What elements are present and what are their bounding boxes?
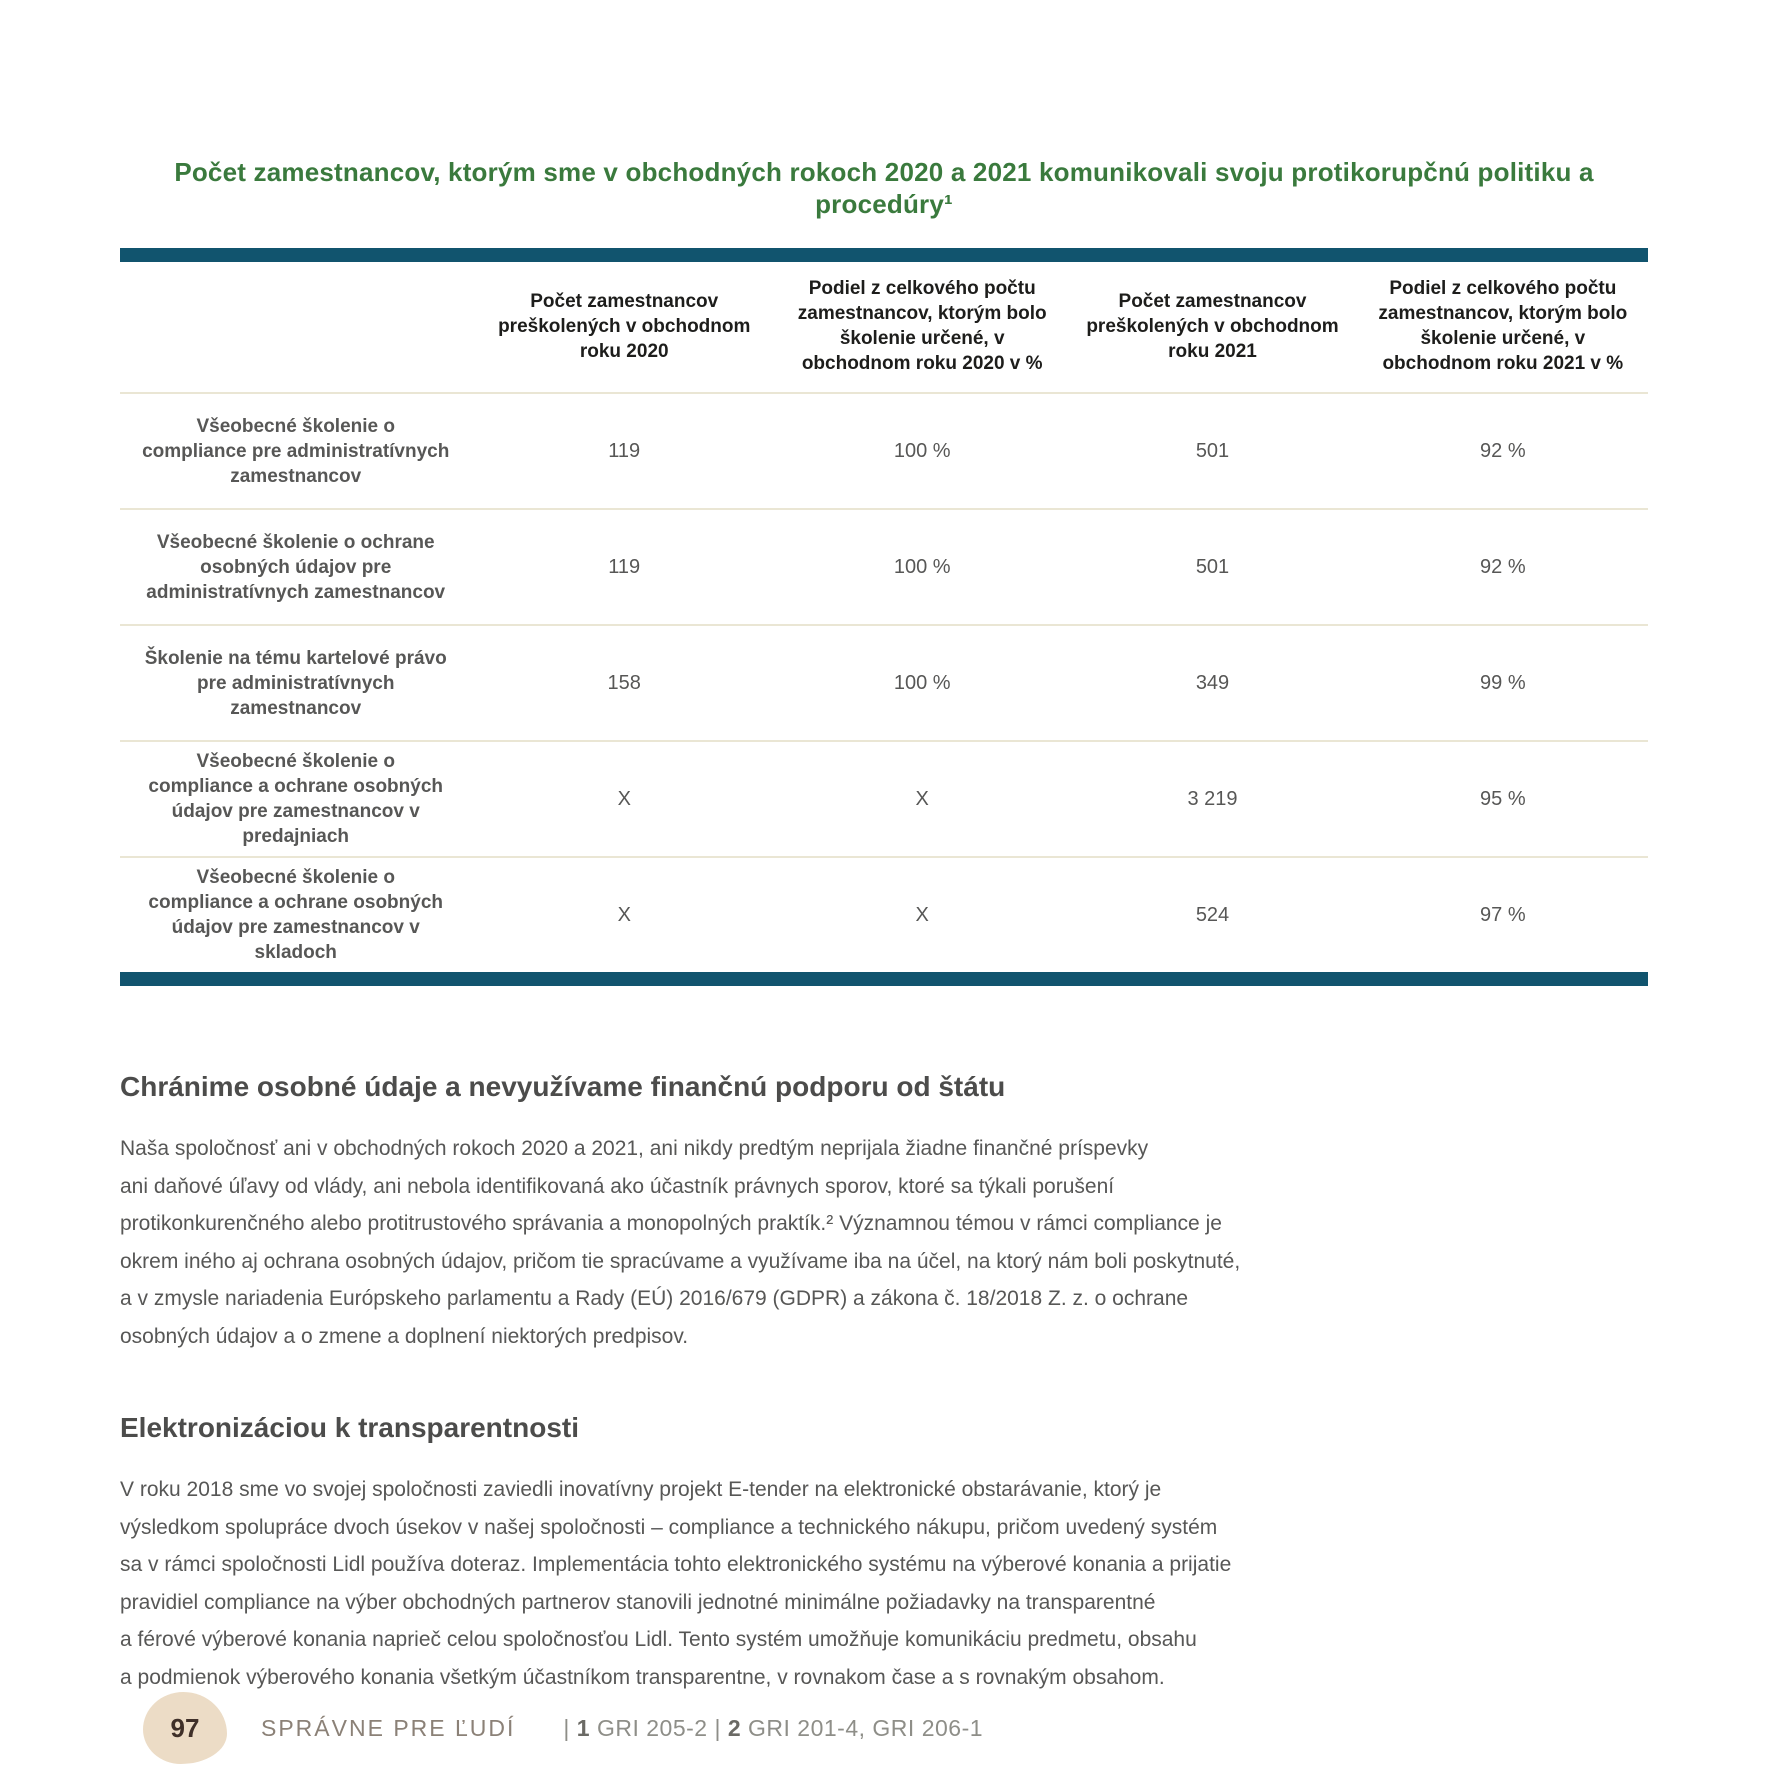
paragraph-line: Naša spoločnosť ani v obchodných rokoch 2020 a 2021, ani nikdy predtým neprijala žiadne finančné príspevky bbox=[120, 1137, 1149, 1160]
table-cell: X bbox=[471, 857, 777, 972]
table-cell: 3 219 bbox=[1067, 741, 1357, 857]
table-cell: 92 % bbox=[1358, 509, 1648, 625]
paragraph-line: ani daňové úľavy od vlády, ani nebola identifikovaná ako účastník právnych sporov, ktoré sa týkali porušení bbox=[120, 1174, 1115, 1198]
table-cell: X bbox=[777, 741, 1067, 857]
table-bottom-rule bbox=[120, 972, 1648, 986]
table-cell: 501 bbox=[1067, 509, 1357, 625]
footer-gri-refs bbox=[563, 1715, 983, 1742]
paragraph-line: výsledkom spolupráce dvoch úsekov v našej spoločnosti – compliance a technického nákupu, pričom uvedený systém bbox=[120, 1515, 1218, 1539]
table-cell: X bbox=[777, 857, 1067, 972]
footnote-number: 2 bbox=[727, 1714, 742, 1741]
footer-gri-ref: GRI 201-4, GRI 206-1 bbox=[741, 1714, 984, 1741]
table-row bbox=[120, 509, 1648, 625]
paragraph bbox=[120, 1130, 1648, 1355]
paragraph-line: okrem iného aj ochrana osobných údajov, pričom tie spracúvame a využívame iba na účel, na ktorý nám boli poskytnuté, bbox=[120, 1249, 1241, 1273]
table-header-col2: Podiel z celkového počtu zamestnancov, ktorým bolo školenie určené, v obchodnom roku 2020 v % bbox=[797, 278, 1047, 374]
table-cell: 349 bbox=[1067, 625, 1357, 741]
footer-gri-ref: GRI 205-2 bbox=[590, 1714, 715, 1741]
footer-section-label: SPRÁVNE PRE ĽUDÍ bbox=[261, 1714, 516, 1741]
section-heading: Chránime osobné údaje a nevyužívame finančnú podporu od štátu bbox=[120, 1071, 1006, 1102]
table-header-empty bbox=[120, 262, 471, 393]
paragraph-line: V roku 2018 sme vo svojej spoločnosti zaviedli inovatívny projekt E-tender na elektronické obstarávanie, ktorý je bbox=[120, 1478, 1162, 1501]
table-header-row bbox=[120, 262, 1648, 393]
paragraph-line: a podmienok výberového konania všetkým účastníkom transparentne, v rovnakom čase a s rovnakým obsahom. bbox=[120, 1665, 1165, 1689]
page-number-badge bbox=[143, 1692, 227, 1764]
footer-ref-separator: | bbox=[563, 1714, 577, 1741]
row-label: Všeobecné školenie o ochrane osobných údajov pre administratívnych zamestnancov bbox=[120, 509, 471, 625]
page-footer bbox=[143, 1692, 983, 1764]
table-header-col3: Počet zamestnancov preškolených v obchodnom roku 2021 bbox=[1086, 290, 1339, 362]
table-cell: 501 bbox=[1067, 393, 1357, 509]
table-header-col4: Podiel z celkového počtu zamestnancov, ktorým bolo školenie určené, v obchodnom roku 2021 v % bbox=[1378, 278, 1628, 374]
training-table bbox=[120, 262, 1648, 972]
page-number: 97 bbox=[170, 1712, 200, 1743]
row-label: Školenie na tému kartelové právo pre administratívnych zamestnancov bbox=[120, 625, 471, 741]
table-row bbox=[120, 741, 1648, 857]
table-cell: 158 bbox=[471, 625, 777, 741]
row-label: Všeobecné školenie o compliance a ochrane osobných údajov pre zamestnancov v skladoch bbox=[120, 857, 471, 972]
table-row bbox=[120, 393, 1648, 509]
paragraph-line: osobných údajov a o zmene a doplnení niektorých predpisov. bbox=[120, 1324, 689, 1348]
table-cell: 524 bbox=[1067, 857, 1357, 972]
table-cell: 92 % bbox=[1358, 393, 1648, 509]
row-label: Všeobecné školenie o compliance a ochrane osobných údajov pre zamestnancov v predajniach bbox=[120, 741, 471, 857]
footnote-number: 1 bbox=[576, 1714, 591, 1741]
table-top-rule bbox=[120, 248, 1648, 262]
row-label: Všeobecné školenie o compliance pre administratívnych zamestnancov bbox=[120, 393, 471, 509]
footer-ref-separator: | bbox=[714, 1714, 728, 1741]
paragraph-line: pravidiel compliance na výber obchodných partnerov stanovili jednotné minimálne požiadavky na transparentné bbox=[120, 1590, 1156, 1614]
section-heading: Elektronizáciou k transparentnosti bbox=[120, 1412, 579, 1443]
paragraph-line: sa v rámci spoločnosti Lidl používa doteraz. Implementácia tohto elektronického systému na výberové konania a prijatie bbox=[120, 1553, 1232, 1576]
table-title: Počet zamestnancov, ktorým sme v obchodných rokoch 2020 a 2021 komunikovali svoju protikorupčnú politiku a procedúry¹ bbox=[174, 157, 1594, 219]
table-cell: 99 % bbox=[1358, 625, 1648, 741]
table-cell: 100 % bbox=[777, 509, 1067, 625]
table-row bbox=[120, 857, 1648, 972]
table-cell: X bbox=[471, 741, 777, 857]
table-cell: 100 % bbox=[777, 625, 1067, 741]
page-content bbox=[120, 0, 1648, 1696]
paragraph-line: protikonkurenčného alebo protitrustového správania a monopolných praktík.² Významnou témou v rámci compliance je bbox=[120, 1212, 1222, 1235]
table-cell: 95 % bbox=[1358, 741, 1648, 857]
table-cell: 119 bbox=[471, 393, 777, 509]
table-header-col1: Počet zamestnancov preškolených v obchodnom roku 2020 bbox=[498, 290, 751, 362]
table-cell: 97 % bbox=[1358, 857, 1648, 972]
table-cell: 119 bbox=[471, 509, 777, 625]
table-cell: 100 % bbox=[777, 393, 1067, 509]
table-row bbox=[120, 625, 1648, 741]
paragraph-line: a v zmysle nariadenia Európskeho parlamentu a Rady (EÚ) 2016/679 (GDPR) a zákona č. 18/2018 Z. z. o ochrane bbox=[120, 1287, 1189, 1310]
paragraph-line: a férové výberové konania naprieč celou spoločnosťou Lidl. Tento systém umožňuje komunikáciu predmetu, obsahu bbox=[120, 1628, 1197, 1651]
paragraph bbox=[120, 1471, 1648, 1696]
